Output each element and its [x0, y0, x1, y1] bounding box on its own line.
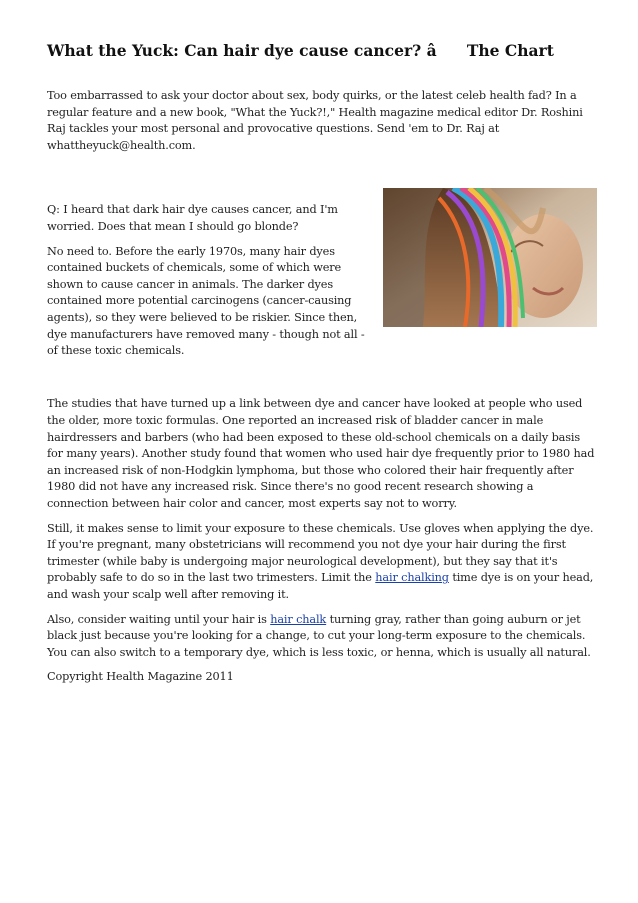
qa-section — [47, 188, 595, 378]
qa-text — [47, 202, 377, 359]
intro-paragraph: Too embarrassed to ask your doctor about sex, body quirks, or the latest celeb health fad? In a regular feature and a new book, "What the Yuck?!," Health magazine medical editor Dr. Roshini Raj tackles your most personal and provocative questions. Send 'em to Dr. Raj at whattheyuck@health.com. — [47, 89, 583, 152]
studies-paragraph: The studies that have turned up a link between dye and cancer have looked at people who used the older, more toxic formulas. One reported an increased risk of bladder cancer in male hairdressers and barbers (who had been exposed to these old-school chemicals on a daily basis for many years). Another study found that women who used hair dye frequently prior to 1980 had an increased risk of non-Hodgkin lymphoma, but those who colored their hair frequently after 1980 did not have any increased risk. Since there's no good recent research showing a connection between hair color and cancer, most experts say not to worry. — [47, 397, 595, 510]
waiting-paragraph — [47, 612, 595, 662]
exposure-text-after: time dye is on your head, and wash your scalp well after removing it. — [47, 571, 594, 601]
article-body — [47, 396, 595, 686]
hair-photo-illustration — [383, 188, 597, 327]
answer-paragraph: No need to. Before the early 1970s, many hair dyes contained buckets of chemicals, some of which were shown to cause cancer in animals. The darker dyes contained more potential carcinogens (cancer-causing agents), so they were believed to be riskier. Since then, dye manufacturers have removed many - though not all - of these toxic chemicals. — [47, 244, 365, 358]
copyright-line: Copyright Health Magazine 2011 — [47, 670, 234, 684]
hair-photo — [383, 188, 597, 327]
hair-chalking-link[interactable]: hair chalking — [375, 571, 449, 585]
question-paragraph: Q: I heard that dark hair dye causes cancer, and I'm worried. Does that mean I should go blonde? — [47, 203, 338, 233]
waiting-text-after: turning gray, rather than going auburn or jet black just because you're looking for a change, to cut your long-term exposure to the chemicals. You can also switch to a temporary dye, which is less toxic, or henna, which is usually all natural. — [47, 612, 591, 659]
waiting-text-before: Also, consider waiting until your hair is — [47, 612, 271, 626]
exposure-paragraph — [47, 521, 595, 604]
page-title: What the Yuck: Can hair dye cause cancer? â The Chart — [47, 41, 554, 60]
hair-chalk-link[interactable]: hair chalk — [270, 612, 327, 626]
exposure-text-before: Still, it makes sense to limit your exposure to these chemicals. Use gloves when applying the dye. If you're pregnant, many obstetricians will recommend you not dye your hair during the first trimester (while baby is undergoing major neurological development), but they say that it's probably safe to do so in the last two trimesters. Limit the — [47, 521, 594, 585]
article — [47, 40, 595, 686]
